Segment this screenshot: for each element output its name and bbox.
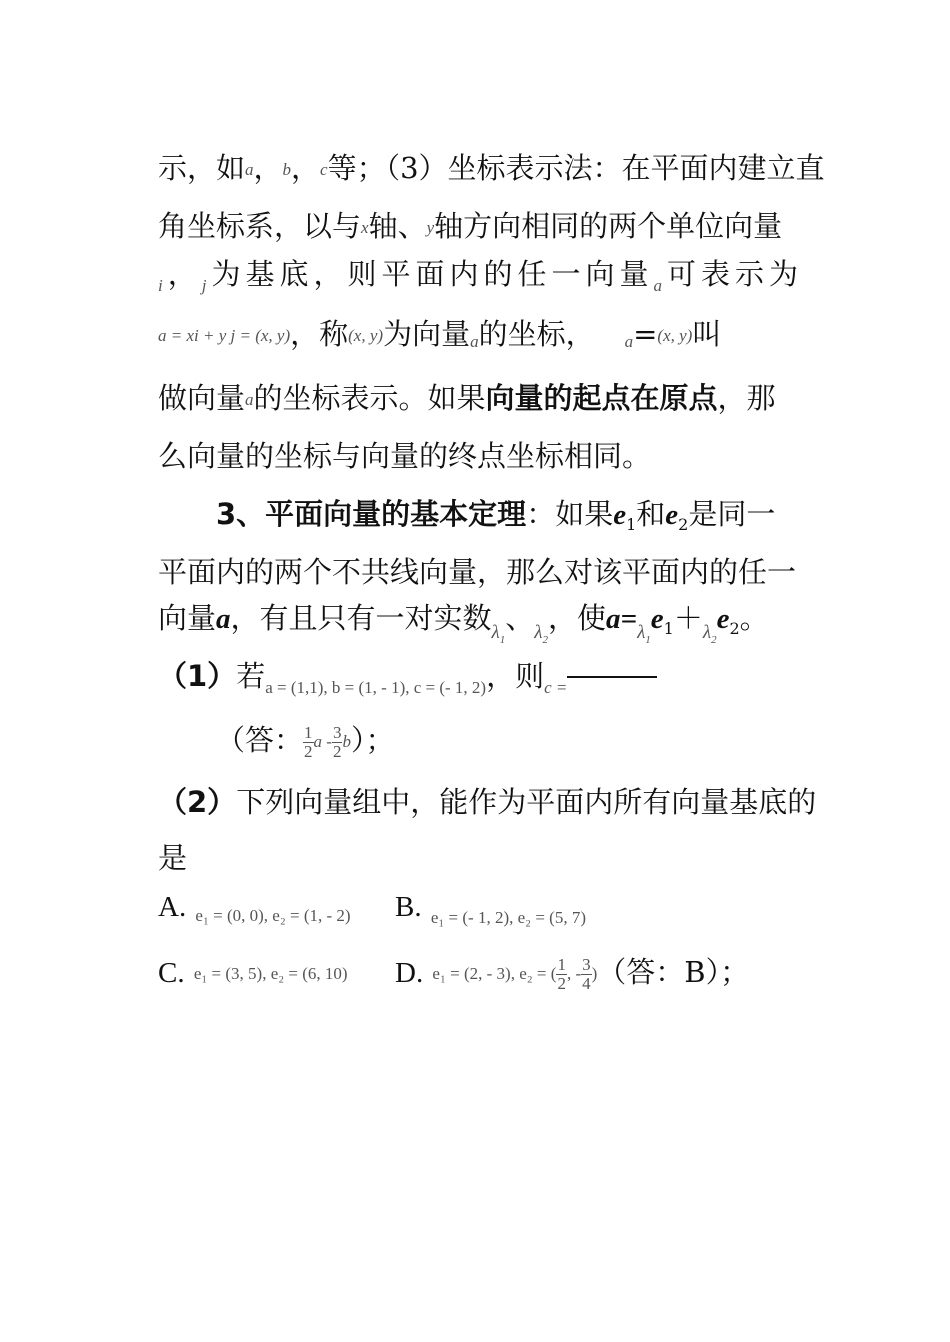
text: 么向量的坐标与向量的终点坐标相同。: [158, 439, 652, 473]
text: 叫: [692, 317, 722, 351]
numerator: 3: [582, 954, 591, 974]
subscript: 1: [499, 633, 506, 646]
denominator: 2: [332, 741, 342, 761]
text: （答：: [216, 723, 304, 757]
subscript: 2: [542, 633, 549, 646]
basis-e1: e: [650, 603, 664, 635]
theorem-line2: [158, 554, 796, 590]
text: 和: [636, 497, 666, 531]
var-y: y: [426, 218, 435, 237]
plus-sign: ＋: [673, 601, 703, 635]
vector-a: a: [624, 332, 634, 351]
vector-a: a: [245, 390, 254, 409]
question2-line2: [158, 840, 187, 876]
vector-condition: a = (1,1), b = (1, - 1), c = (- 1, 2): [265, 678, 487, 697]
text: ，则: [486, 659, 545, 693]
denominator: 4: [582, 973, 591, 993]
vector-b: b: [342, 732, 351, 751]
subscript: 2: [729, 619, 740, 638]
theorem-heading: 3、平面向量的基本定理: [216, 497, 527, 531]
text: 为向量: [383, 317, 471, 351]
vector-a: a: [653, 276, 667, 295]
text: 是: [158, 841, 188, 875]
fraction-three-quarters: [581, 956, 592, 993]
theorem-line1: [216, 496, 775, 543]
subscript: 1: [626, 515, 637, 534]
text: 轴、: [368, 209, 427, 243]
lambda: λ: [534, 622, 543, 643]
vector-b: b: [282, 160, 292, 179]
equals-sign: =: [633, 317, 658, 351]
option-expression: e₁ = (0, 0), e₂ = (1, - 2): [195, 906, 351, 925]
subscript: 2: [678, 515, 689, 534]
fraction-one-half: [303, 724, 314, 761]
vector-a: a: [470, 332, 479, 351]
numerator: 1: [557, 954, 566, 974]
text: ）；: [350, 723, 395, 757]
question1-answer: [216, 722, 394, 761]
option-label: B.: [395, 891, 422, 923]
basis-e2: e: [716, 603, 730, 635]
question1-line: [158, 658, 657, 696]
vector-a: a: [245, 160, 254, 179]
unit-vector-i: i: [158, 276, 168, 295]
text: 示，如: [158, 151, 246, 185]
para1-line4: [158, 316, 721, 354]
numerator: 1: [304, 722, 313, 742]
lambda: λ: [637, 622, 646, 643]
equation-start: a=: [606, 603, 638, 635]
lambda-1: [637, 622, 651, 646]
option-b: [395, 888, 586, 926]
text: ，: [253, 151, 283, 185]
option-d: [395, 954, 749, 993]
option-expression: e₁ = (2, - 3), e₂ = (: [432, 964, 557, 983]
text: 向量: [158, 601, 217, 635]
text: ，有且只有一对实数: [230, 601, 492, 635]
para1-line6: [158, 438, 651, 474]
numerator: 3: [332, 722, 342, 742]
option-c: [158, 954, 348, 992]
coordinate-pair: (x, y): [657, 326, 693, 345]
text: 等；（3）坐标表示法：在平面内建立直: [327, 151, 825, 185]
subscript: 1: [645, 633, 651, 646]
separator: , -: [566, 964, 582, 983]
lambda-1: [491, 622, 506, 646]
text: 可表示为: [667, 257, 804, 291]
lambda: λ: [702, 622, 712, 643]
vector-a-minus: a -: [313, 732, 332, 751]
text: 、: [505, 601, 535, 635]
lambda-2: [702, 622, 717, 646]
text: 做向量: [158, 381, 246, 415]
answer-text: （答：B）；: [597, 955, 750, 989]
subscript: 1: [663, 619, 674, 638]
answer-prompt: c =: [544, 678, 568, 697]
denominator: 2: [557, 973, 566, 993]
text: ，那: [717, 381, 776, 415]
text: 的坐标表示。如果: [253, 381, 486, 415]
text: ，使: [548, 601, 607, 635]
basis-e1: e: [613, 499, 627, 531]
vector-a: a: [216, 603, 231, 635]
option-label: D.: [395, 957, 424, 989]
text: 是同一: [688, 497, 776, 531]
text: 若: [236, 659, 266, 693]
unit-vector-j: j: [201, 276, 212, 295]
lambda-2: [534, 622, 549, 646]
text: 为基底，则平面内的任一向量: [211, 257, 654, 291]
para1-line3: $_i$，$_j$为基底，则平面内的任一向量$_a$可表示为: [158, 257, 804, 295]
bold-text: 向量的起点在原点: [485, 381, 718, 415]
coordinate-pair: (x, y): [348, 326, 384, 345]
close-paren: ): [591, 964, 598, 983]
lambda: λ: [491, 622, 500, 643]
option-expression: e₁ = (- 1, 2), e₂ = (5, 7): [430, 908, 586, 927]
subscript: 2: [711, 633, 717, 646]
fraction-one-half: [556, 956, 567, 993]
option-expression: e₁ = (3, 5), e₂ = (6, 10): [193, 964, 348, 983]
para1-line2: [158, 208, 782, 246]
text: 下列向量组中，能作为平面内所有向量基底的: [236, 785, 817, 819]
question2-line1: [158, 784, 816, 820]
theorem-line3: [158, 600, 769, 648]
para1-line1: 示，如a，b，c等；（3）坐标表示法：在平面内建立直: [158, 151, 825, 185]
text: 。: [739, 601, 769, 635]
fraction-three-halves: [332, 724, 343, 761]
question-label: （1）: [158, 659, 237, 693]
text: 平面内的两个不共线向量，那么对该平面内的任一: [158, 555, 797, 589]
para1-line5: [158, 380, 776, 418]
question-label: （2）: [158, 785, 237, 819]
option-label: C.: [158, 957, 185, 989]
answer-blank: [567, 676, 657, 678]
denominator: 2: [304, 741, 313, 761]
text: 角坐标系，以与: [158, 209, 362, 243]
coordinate-equation: a = xi + y j = (x, y): [158, 326, 291, 345]
option-a: [158, 888, 351, 926]
text: 的坐标，: [478, 317, 595, 351]
text: ，称: [290, 317, 349, 351]
basis-e2: e: [665, 499, 679, 531]
var-x: x: [361, 218, 369, 237]
text: ：如果: [526, 497, 614, 531]
option-label: A.: [158, 891, 187, 923]
text: 轴方向相同的两个单位向量: [434, 209, 783, 243]
vector-c: c: [320, 160, 328, 179]
